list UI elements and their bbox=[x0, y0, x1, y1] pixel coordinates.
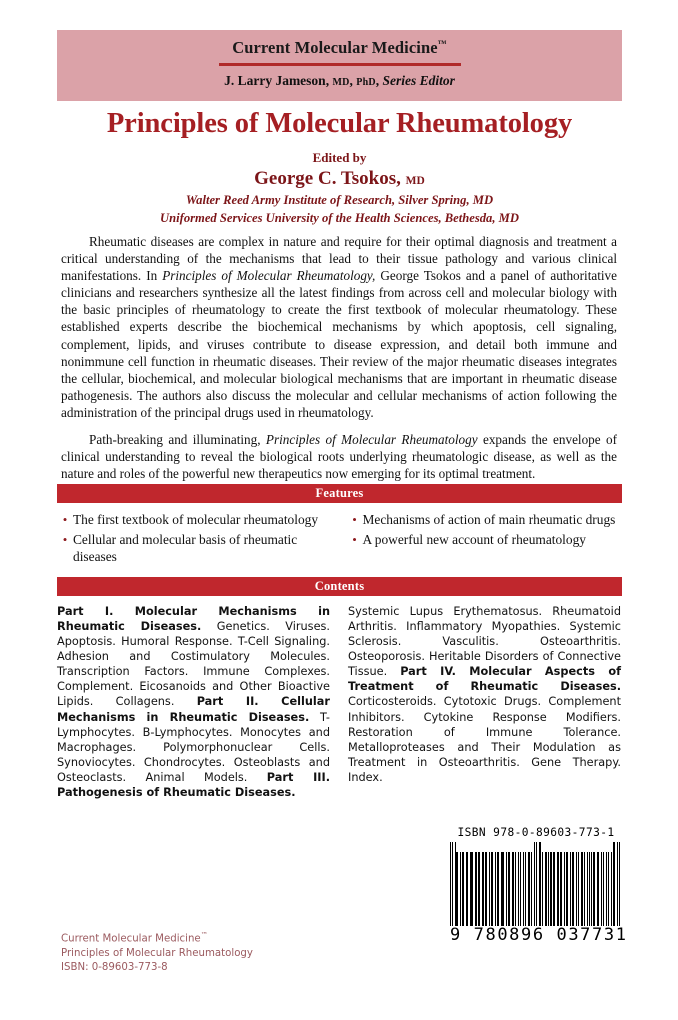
barcode-bar bbox=[470, 852, 471, 926]
barcode-bar bbox=[566, 852, 568, 926]
barcode-bar bbox=[572, 852, 573, 926]
barcode-bar bbox=[482, 852, 484, 926]
contents-list bbox=[57, 604, 622, 800]
bullet-icon: • bbox=[352, 531, 357, 547]
contents-column-left bbox=[57, 604, 330, 800]
barcode-bar bbox=[523, 852, 524, 926]
title-block bbox=[57, 108, 622, 226]
footer-trademark-symbol: ™ bbox=[200, 931, 208, 939]
barcode-bar bbox=[545, 852, 546, 926]
contents-part-2-body: T-Lymphocytes. B-Lymphocytes. Monocytes and Macrophages. Polymorphonuclear Cells. Synoviocytes. Chondrocytes. Osteoblasts and Osteoclasts. Animal Models. bbox=[57, 710, 330, 784]
editor-affiliation-2: Uniformed Services University of the Health Sciences, Bethesda, MD bbox=[160, 211, 519, 226]
barcode-bar bbox=[603, 852, 604, 926]
barcode-bar bbox=[515, 852, 516, 926]
bullet-icon: • bbox=[62, 512, 68, 527]
barcode-bar bbox=[489, 852, 491, 926]
series-editor-degree-md: MD bbox=[332, 77, 350, 89]
contents-part-2-heading: Part II. Cellular Mechanisms in Rheumatic Diseases. bbox=[57, 695, 330, 724]
barcode-bar bbox=[495, 852, 496, 926]
barcode-bar bbox=[589, 852, 590, 926]
barcode-bar bbox=[557, 852, 559, 926]
barcode-bar bbox=[466, 852, 467, 926]
barcode-bar bbox=[491, 852, 493, 926]
contents-part-1-body: Genetics. Viruses. Apoptosis. Humoral Response. T-Cell Signaling. Adhesion and Costimulatory Molecules. Transcription Factors. Immune Complexes. Complement. Eicosanoids and Other Bioactive Lipids. Collagens. bbox=[57, 620, 330, 709]
barcode-bar bbox=[597, 852, 598, 926]
list-item bbox=[57, 531, 333, 566]
barcode-bar bbox=[539, 842, 541, 926]
barcode-bar bbox=[542, 852, 544, 926]
barcode-bar bbox=[560, 852, 562, 926]
editor-degree: MD bbox=[405, 174, 425, 187]
barcode-bar bbox=[606, 852, 607, 926]
series-editor-line: J. Larry Jameson, MD, PhD, Series Editor bbox=[224, 73, 455, 89]
bullet-icon: • bbox=[62, 531, 68, 547]
series-title-text: Current Molecular Medicine bbox=[232, 38, 438, 57]
blurb-p2-part-b: expands the envelope of clinical understanding to reveal the biological roots underlying rheumatologic disease, as well as the nature and roles of the powerful new therapeutics now emerging for its optimal treatment. bbox=[61, 432, 617, 482]
barcode-bar bbox=[452, 842, 453, 926]
blurb-p2-italic-title: Principles of Molecular Rheumatology bbox=[265, 432, 478, 448]
barcode-bar bbox=[456, 852, 458, 926]
barcode-bar bbox=[467, 852, 468, 926]
blurb-p1-part-b: George Tsokos and a panel of authoritative clinicians and researchers synthesize all the latest findings from across cell and molecular biology with the basic principles of rheumatology to create the first textbook of molecular rheumatology. These established experts describe the biochemical mechanisms by which apoptosis, cell signaling, complement, lipids, and viruses contribute to disease expression, and detail both immune and nonimmune cell function in rheumatic diseases. Their review of the major rheumatic diseases integrates the cellular, biochemical, and molecular biological mechanisms that are important in rheumatic disease pathogenesis. The authors also discuss the molecular and cellular mechanisms of action following the administration of the principal drugs used in rheumatology. bbox=[61, 268, 617, 420]
trademark-symbol: ™ bbox=[437, 38, 447, 49]
barcode-bar bbox=[598, 852, 599, 926]
series-editor-role: Series Editor bbox=[382, 73, 455, 89]
footer-title-line: Principles of Molecular Rheumatology bbox=[61, 947, 253, 959]
barcode-bar bbox=[548, 852, 549, 926]
footer-series-line bbox=[61, 931, 253, 947]
blurb-paragraph-2 bbox=[61, 431, 617, 482]
barcode-bar bbox=[478, 852, 480, 926]
barcode-bar bbox=[613, 842, 615, 926]
barcode-bar bbox=[531, 852, 532, 926]
barcode-bar bbox=[570, 852, 571, 926]
editor-name-text: George C. Tsokos bbox=[254, 167, 397, 189]
barcode-bar bbox=[502, 852, 504, 926]
isbn-barcode-label: ISBN 978-0-89603-773-1 bbox=[457, 826, 615, 839]
contents-column-right bbox=[348, 604, 621, 800]
barcode-bar bbox=[497, 852, 499, 926]
barcode-bar bbox=[475, 852, 477, 926]
features-column-left bbox=[57, 511, 333, 568]
series-editor-degree-phd: PhD bbox=[356, 77, 376, 89]
footer-series-name: Current Molecular Medicine bbox=[61, 933, 201, 945]
barcode-bar bbox=[485, 852, 487, 926]
barcode-bar bbox=[462, 852, 464, 926]
barcode-bar bbox=[471, 852, 473, 926]
barcode-bar bbox=[501, 852, 502, 926]
barcode-bar bbox=[608, 852, 609, 926]
barcode-bar bbox=[581, 852, 583, 926]
feature-text: A powerful new account of rheumatology bbox=[362, 531, 586, 547]
barcode-bar bbox=[564, 852, 566, 926]
contents-part-3-body: Systemic Lupus Erythematosus. Rheumatoid Arthritis. Inflammatory Myopathies. Systemic Sclerosis. Vasculitis. Osteoarthritis. Osteoporosis. Heritable Disorders of Connective Tissue. bbox=[348, 605, 621, 679]
list-item bbox=[347, 511, 623, 529]
barcode-bar bbox=[611, 852, 612, 926]
blurb-paragraph-1 bbox=[61, 233, 617, 421]
barcode-bar bbox=[578, 852, 579, 926]
blurb-p2-part-a: Path-breaking and illuminating, bbox=[89, 432, 266, 448]
barcode-bar bbox=[460, 852, 461, 926]
barcode-bar bbox=[593, 852, 595, 926]
contents-section-header: Contents bbox=[57, 577, 622, 596]
footer-isbn-line: ISBN: 0-89603-773-8 bbox=[61, 962, 168, 974]
barcode-bar bbox=[619, 842, 620, 926]
editor-name: George C. Tsokos, MD bbox=[254, 167, 425, 189]
barcode-block bbox=[450, 826, 628, 945]
barcode-bar bbox=[550, 852, 552, 926]
features-list bbox=[57, 511, 622, 568]
barcode-bar bbox=[553, 852, 555, 926]
barcode-bar bbox=[506, 852, 507, 926]
features-section-header: Features bbox=[57, 484, 622, 503]
barcode-bar bbox=[601, 852, 602, 926]
series-band bbox=[57, 30, 622, 101]
barcode-bar bbox=[525, 852, 526, 926]
features-column-right bbox=[333, 511, 623, 568]
barcode-digits: 9 780896 037731 bbox=[450, 925, 628, 945]
barcode-bars bbox=[450, 842, 622, 926]
series-divider-rule bbox=[219, 63, 461, 66]
barcode-bar bbox=[528, 852, 530, 926]
page-title: Principles of Molecular Rheumatology bbox=[106, 108, 573, 139]
blurb-p1-part-a: Rheumatic diseases are complex in nature and require for their optimal diagnosis and treatment a critical understanding of the mechanisms that lead to their tissue pathology and various clinical manifestations. In bbox=[61, 234, 617, 284]
editor-affiliation-1: Walter Reed Army Institute of Research, Silver Spring, MD bbox=[185, 192, 494, 207]
barcode-bar bbox=[584, 852, 585, 926]
barcode-bar bbox=[520, 852, 521, 926]
contents-part-4-body: Corticosteroids. Cytotoxic Drugs. Complement Inhibitors. Cytokine Response Modifiers. Restoration of Immune Tolerance. Metalloproteases and Their Modulation as Treatment in Osteoarthritis. Gene Therapy. Index. bbox=[348, 695, 621, 784]
barcode-bar bbox=[576, 852, 578, 926]
contents-part-1-heading: Part I. Molecular Mechanisms in Rheumatic Diseases. bbox=[57, 605, 330, 634]
bullet-icon: • bbox=[352, 512, 357, 527]
barcode-bar bbox=[617, 842, 618, 926]
barcode-bar bbox=[508, 852, 510, 926]
contents-part-4-heading: Part IV. Molecular Aspects of Treatment of Rheumatic Diseases. bbox=[348, 665, 622, 694]
barcode-bar bbox=[591, 852, 592, 926]
barcode-bar bbox=[587, 852, 588, 926]
barcode-bar bbox=[455, 842, 456, 926]
barcode-bar bbox=[518, 852, 519, 926]
barcode-bar bbox=[536, 842, 537, 926]
feature-text: Cellular and molecular basis of rheumatic diseases bbox=[73, 531, 298, 565]
list-item bbox=[57, 511, 333, 529]
series-title bbox=[57, 30, 622, 57]
edited-by-label: Edited by bbox=[312, 149, 367, 165]
feature-text: Mechanisms of action of main rheumatic drugs bbox=[362, 512, 616, 527]
footer-imprint bbox=[61, 931, 253, 976]
barcode-bar bbox=[512, 852, 514, 926]
blurb-p1-italic-title: Principles of Molecular Rheumatology, bbox=[162, 268, 376, 284]
description-blurb bbox=[61, 233, 617, 482]
list-item bbox=[347, 531, 623, 549]
contents-part-3-heading: Part III. Pathogenesis of Rheumatic Diseases. bbox=[57, 770, 330, 799]
series-editor-name: J. Larry Jameson bbox=[224, 73, 326, 89]
barcode-bar bbox=[450, 842, 451, 926]
feature-text: The first textbook of molecular rheumatology bbox=[73, 512, 319, 527]
barcode-bar bbox=[534, 842, 535, 926]
